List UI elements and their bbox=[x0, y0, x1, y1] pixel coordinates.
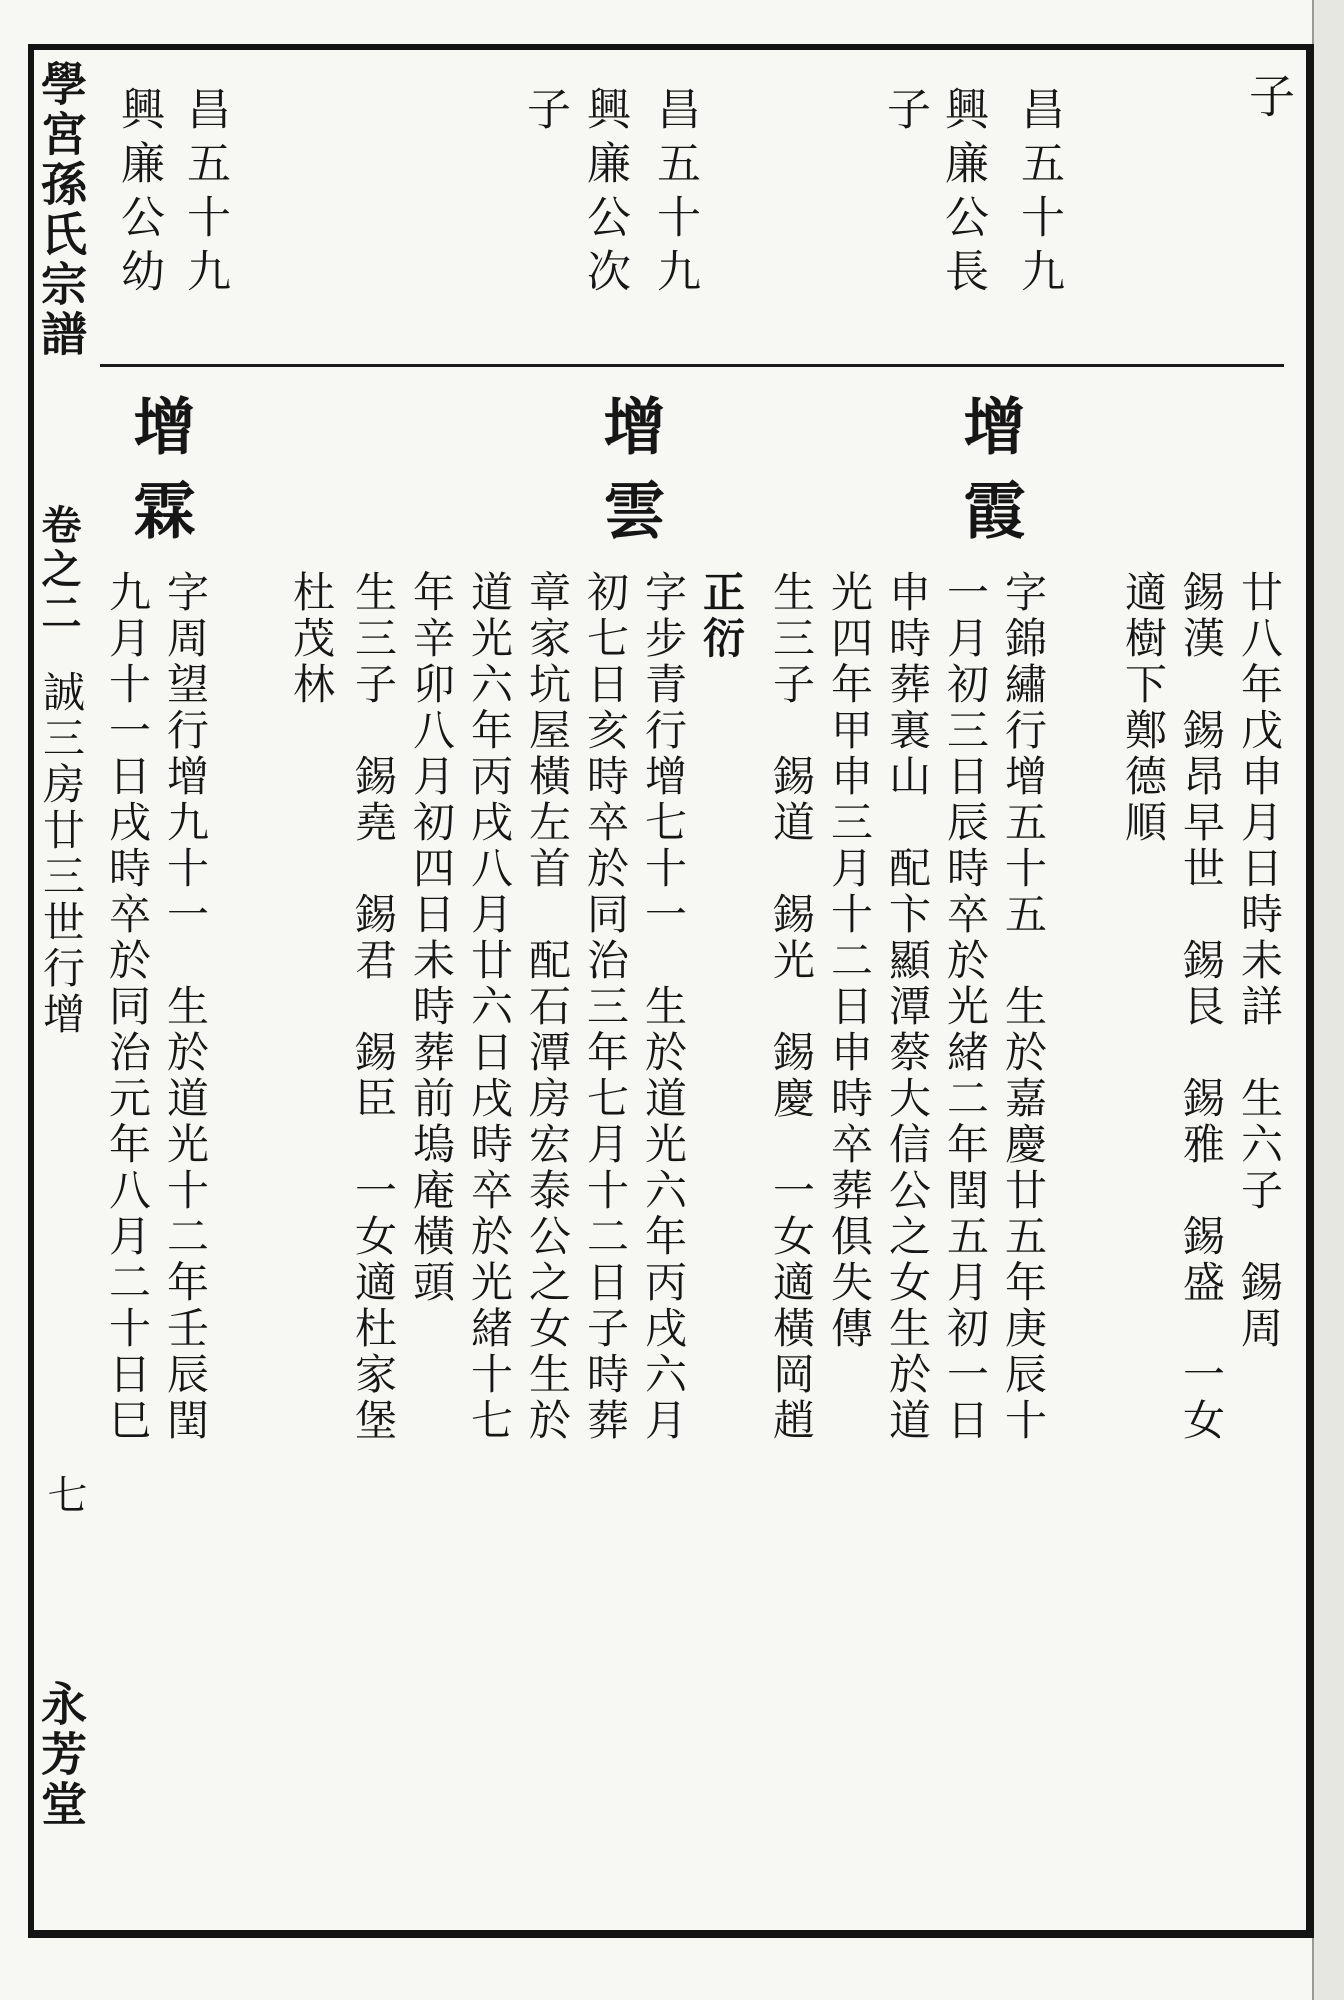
prev-entry-line-1: 廿八年戊申月日時未詳 生六子 錫周 bbox=[1235, 570, 1284, 1352]
gen-cell-3-line1: 昌五十九 bbox=[179, 86, 230, 302]
top-border bbox=[30, 44, 1308, 50]
page-fold-edge bbox=[1312, 0, 1344, 2000]
bottom-border bbox=[30, 1930, 1308, 1938]
entry-2-line-7: 生三子 錫堯 錫君 錫臣 一女適杜家堡 bbox=[349, 570, 398, 1444]
entry-2-line-8: 杜茂林 bbox=[287, 570, 336, 708]
entry-3-line-1: 字周望行增九十一 生於道光十二年壬辰閏 bbox=[161, 570, 210, 1444]
gen-cell-1-line1: 昌五十九 bbox=[1013, 86, 1064, 302]
gen-cell-2-line2: 興廉公次 bbox=[579, 86, 630, 302]
entry-1-line-2: 一月初三日辰時卒於光緒二年閏五月初一日 bbox=[941, 570, 990, 1444]
entry-2-line-1: 正衍 bbox=[697, 570, 746, 662]
gen-cell-2-line1: 昌五十九 bbox=[649, 86, 700, 302]
entry-2-name: 增雲 bbox=[593, 394, 666, 562]
gen-cell-1-line2: 興廉公長 bbox=[937, 86, 988, 302]
entry-1-line-1: 字錦繡行增五十五 生於嘉慶廿五年庚辰十 bbox=[999, 570, 1048, 1444]
entry-1-name: 增霞 bbox=[953, 394, 1026, 562]
entry-2-line-3: 初七日亥時卒於同治三年七月十二日子時葬 bbox=[581, 570, 630, 1444]
gen-cell-1-line3: 子 bbox=[879, 86, 930, 140]
entry-2-line-4: 章家坑屋橫左首 配石潭房宏泰公之女生於 bbox=[523, 570, 572, 1444]
entry-1-line-5: 生三子 錫道 錫光 錫慶 一女適橫岡趙 bbox=[767, 570, 816, 1444]
register-divider bbox=[100, 364, 1284, 367]
carryover-char: 子 bbox=[1242, 72, 1296, 122]
spine-hall-name: 永芳堂 bbox=[34, 1680, 88, 1830]
spine-title: 學宮孫氏宗譜 bbox=[34, 60, 88, 360]
entry-1-line-3: 申時葬裏山 配卞顯潭蔡大信公之女生於道 bbox=[883, 570, 932, 1444]
entry-3-line-2: 九月十一日戌時卒於同治元年八月二十日巳 bbox=[103, 570, 152, 1444]
spine-section: 誠三房廿三世行增 bbox=[37, 670, 86, 1038]
entry-2-line-6: 年辛卯八月初四日未時葬前塢庵橫頭 bbox=[407, 570, 456, 1306]
entry-1-line-4: 光四年甲申三月十二日申時卒葬俱失傳 bbox=[825, 570, 874, 1352]
spine-volume: 卷之二 bbox=[35, 504, 82, 636]
prev-entry-line-3: 適樹下鄭德順 bbox=[1119, 570, 1168, 846]
spine-page-number: 七 bbox=[41, 1474, 87, 1518]
prev-entry-line-2: 錫漢 錫昂早世 錫艮 錫雅 錫盛 一女 bbox=[1177, 570, 1226, 1444]
entry-2-line-2: 字步青行增七十一 生於道光六年丙戌六月 bbox=[639, 570, 688, 1444]
gen-cell-2-line3: 子 bbox=[519, 86, 570, 140]
right-border bbox=[1306, 44, 1314, 1938]
entry-2-line-5: 道光六年丙戌八月廿六日戌時卒於光緒十七 bbox=[465, 570, 514, 1444]
gen-cell-3-line2: 興廉公幼 bbox=[113, 86, 164, 302]
entry-3-name: 增霖 bbox=[123, 394, 196, 562]
